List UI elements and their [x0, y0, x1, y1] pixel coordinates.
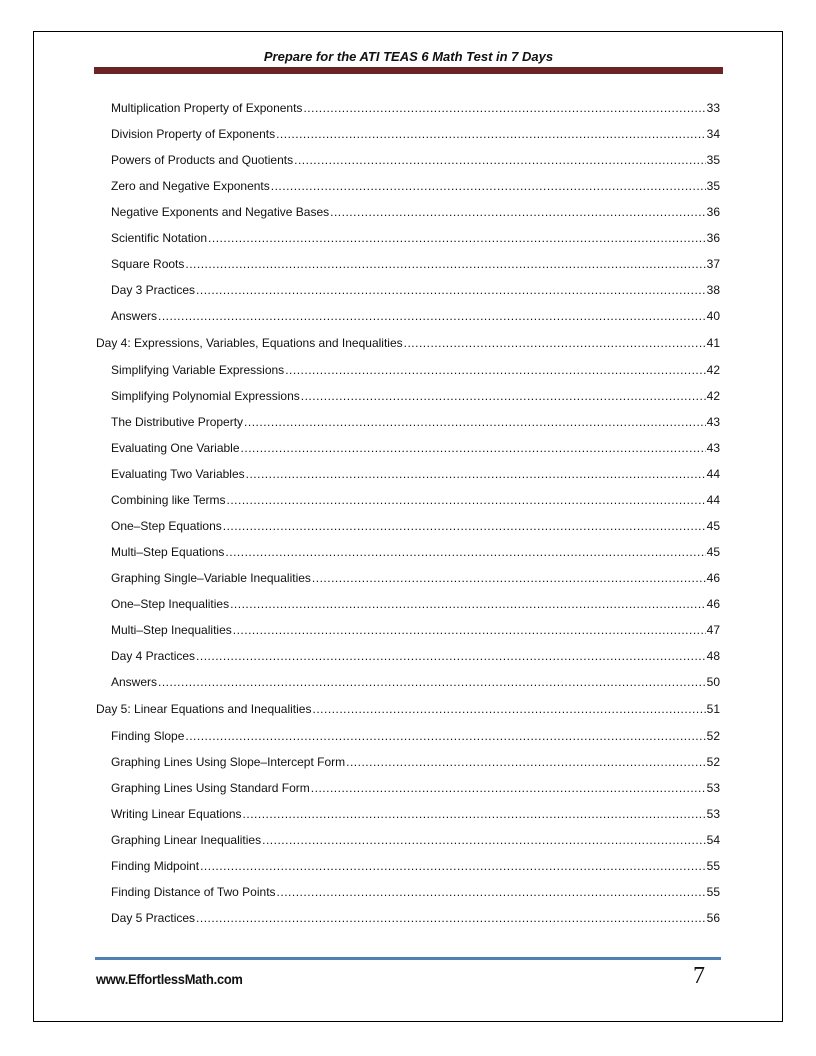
toc-dot-leader [233, 623, 706, 637]
toc-entry[interactable] [96, 357, 720, 383]
toc-entry[interactable] [96, 539, 720, 565]
toc-entry[interactable] [96, 251, 720, 277]
toc-entry[interactable] [96, 121, 720, 147]
toc-entry-page: 56 [706, 911, 720, 925]
toc-entry[interactable] [96, 435, 720, 461]
toc-entry-page: 52 [706, 729, 720, 743]
toc-dot-leader [196, 283, 706, 297]
toc-entry[interactable] [96, 95, 720, 121]
toc-dot-leader [185, 729, 705, 743]
toc-entry[interactable] [96, 801, 720, 827]
toc-entry[interactable] [96, 383, 720, 409]
toc-entry-page: 33 [706, 101, 720, 115]
toc-entry-title: Day 5: Linear Equations and Inequalities [96, 702, 312, 716]
toc-dot-leader [276, 127, 706, 141]
toc-dot-leader [158, 675, 706, 689]
toc-entry-title: One–Step Equations [111, 519, 222, 533]
toc-dot-leader [227, 493, 706, 507]
toc-entry[interactable] [96, 303, 720, 329]
toc-entry[interactable] [96, 879, 720, 905]
toc-dot-leader [185, 257, 705, 271]
toc-dot-leader [230, 597, 706, 611]
toc-entry[interactable] [96, 487, 720, 513]
toc-entry[interactable] [96, 749, 720, 775]
toc-dot-leader [262, 833, 706, 847]
toc-entry[interactable] [96, 225, 720, 251]
footer-website[interactable]: www.EffortlessMath.com [96, 971, 243, 987]
toc-entry[interactable] [96, 723, 720, 749]
toc-entry-title: Graphing Single–Variable Inequalities [111, 571, 311, 585]
toc-entry-title: Answers [111, 675, 158, 689]
toc-entry-page: 41 [706, 336, 720, 350]
toc-entry-title: Multi–Step Inequalities [111, 623, 232, 637]
toc-entry-page: 47 [706, 623, 720, 637]
toc-entry-page: 37 [706, 257, 720, 271]
footer-rule [95, 957, 721, 960]
toc-entry-title: Graphing Lines Using Slope–Intercept Form [111, 755, 346, 769]
toc-entry[interactable] [96, 199, 720, 225]
toc-entry-title: Finding Midpoint [111, 859, 200, 873]
toc-entry-title: Finding Distance of Two Points [111, 885, 276, 899]
toc-entry-page: 40 [706, 309, 720, 323]
toc-entry-page: 35 [706, 153, 720, 167]
toc-entry[interactable] [96, 409, 720, 435]
toc-entry-page: 44 [706, 493, 720, 507]
toc-entry-page: 51 [706, 702, 720, 716]
toc-entry[interactable] [96, 147, 720, 173]
toc-entry-page: 54 [706, 833, 720, 847]
toc-entry-title: Powers of Products and Quotients [111, 153, 294, 167]
toc-entry[interactable] [96, 565, 720, 591]
toc-chapter-entry[interactable] [96, 695, 720, 723]
toc-dot-leader [312, 571, 706, 585]
toc-entry-title: Square Roots [111, 257, 185, 271]
toc-entry-title: Day 5 Practices [111, 911, 196, 925]
toc-entry-title: Simplifying Polynomial Expressions [111, 389, 300, 403]
toc-dot-leader [200, 859, 706, 873]
toc-dot-leader [196, 911, 706, 925]
toc-entry-title: Scientific Notation [111, 231, 208, 245]
toc-entry-title: Evaluating One Variable [111, 441, 240, 455]
toc-dot-leader [158, 309, 706, 323]
toc-entry-page: 46 [706, 571, 720, 585]
toc-entry[interactable] [96, 591, 720, 617]
toc-entry-title: Graphing Linear Inequalities [111, 833, 262, 847]
toc-entry-title: The Distributive Property [111, 415, 244, 429]
toc-entry-title: Multiplication Property of Exponents [111, 101, 303, 115]
toc-entry-title: Simplifying Variable Expressions [111, 363, 285, 377]
toc-entry-page: 55 [706, 859, 720, 873]
toc-entry-page: 43 [706, 415, 720, 429]
toc-entry-page: 35 [706, 179, 720, 193]
toc-entry[interactable] [96, 513, 720, 539]
toc-entry-title: One–Step Inequalities [111, 597, 230, 611]
toc-entry-page: 42 [706, 389, 720, 403]
toc-dot-leader [330, 205, 706, 219]
toc-entry[interactable] [96, 461, 720, 487]
toc-entry-title: Negative Exponents and Negative Bases [111, 205, 330, 219]
toc-dot-leader [246, 467, 706, 481]
toc-entry[interactable] [96, 643, 720, 669]
toc-entry-page: 53 [706, 781, 720, 795]
footer-page-number: 7 [693, 963, 705, 989]
toc-entry[interactable] [96, 853, 720, 879]
toc-entry-title: Day 4: Expressions, Variables, Equations and Inequalities [96, 336, 403, 350]
toc-dot-leader [244, 415, 706, 429]
toc-dot-leader [241, 441, 706, 455]
toc-entry-title: Day 3 Practices [111, 283, 196, 297]
toc-entry-page: 45 [706, 519, 720, 533]
toc-entry-page: 44 [706, 467, 720, 481]
toc-dot-leader [312, 702, 705, 716]
toc-entry[interactable] [96, 277, 720, 303]
toc-dot-leader [404, 336, 706, 350]
toc-entry-page: 36 [706, 205, 720, 219]
toc-entry-page: 34 [706, 127, 720, 141]
header-rule [94, 67, 723, 74]
toc-entry[interactable] [96, 775, 720, 801]
toc-entry-page: 43 [706, 441, 720, 455]
toc-entry-title: Day 4 Practices [111, 649, 196, 663]
toc-entry[interactable] [96, 173, 720, 199]
toc-entry-page: 45 [706, 545, 720, 559]
toc-dot-leader [303, 101, 705, 115]
toc-dot-leader [301, 389, 706, 403]
toc-entry-page: 38 [706, 283, 720, 297]
toc-dot-leader [223, 519, 706, 533]
toc-entry[interactable] [96, 617, 720, 643]
toc-entry-page: 36 [706, 231, 720, 245]
toc-dot-leader [277, 885, 706, 899]
toc-dot-leader [271, 179, 706, 193]
toc-dot-leader [225, 545, 705, 559]
toc-entry-page: 52 [706, 755, 720, 769]
toc-entry-page: 53 [706, 807, 720, 821]
toc-entry-title: Zero and Negative Exponents [111, 179, 270, 193]
table-of-contents [96, 95, 720, 931]
toc-chapter-entry[interactable] [96, 329, 720, 357]
toc-entry-page: 55 [706, 885, 720, 899]
toc-entry-title: Combining like Terms [111, 493, 226, 507]
toc-entry-title: Graphing Lines Using Standard Form [111, 781, 310, 795]
toc-dot-leader [243, 807, 706, 821]
toc-dot-leader [294, 153, 706, 167]
toc-entry-page: 46 [706, 597, 720, 611]
toc-entry-page: 42 [706, 363, 720, 377]
toc-dot-leader [196, 649, 706, 663]
toc-entry-title: Finding Slope [111, 729, 185, 743]
toc-entry-title: Division Property of Exponents [111, 127, 276, 141]
toc-entry[interactable] [96, 827, 720, 853]
toc-dot-leader [346, 755, 706, 769]
toc-dot-leader [311, 781, 706, 795]
toc-entry-page: 48 [706, 649, 720, 663]
toc-entry[interactable] [96, 905, 720, 931]
toc-dot-leader [285, 363, 705, 377]
toc-entry-title: Multi–Step Equations [111, 545, 225, 559]
toc-dot-leader [208, 231, 706, 245]
header-title: Prepare for the ATI TEAS 6 Math Test in 7 Days [263, 49, 554, 64]
toc-entry[interactable] [96, 669, 720, 695]
toc-entry-title: Answers [111, 309, 158, 323]
toc-entry-page: 50 [706, 675, 720, 689]
toc-entry-title: Writing Linear Equations [111, 807, 242, 821]
toc-entry-title: Evaluating Two Variables [111, 467, 245, 481]
